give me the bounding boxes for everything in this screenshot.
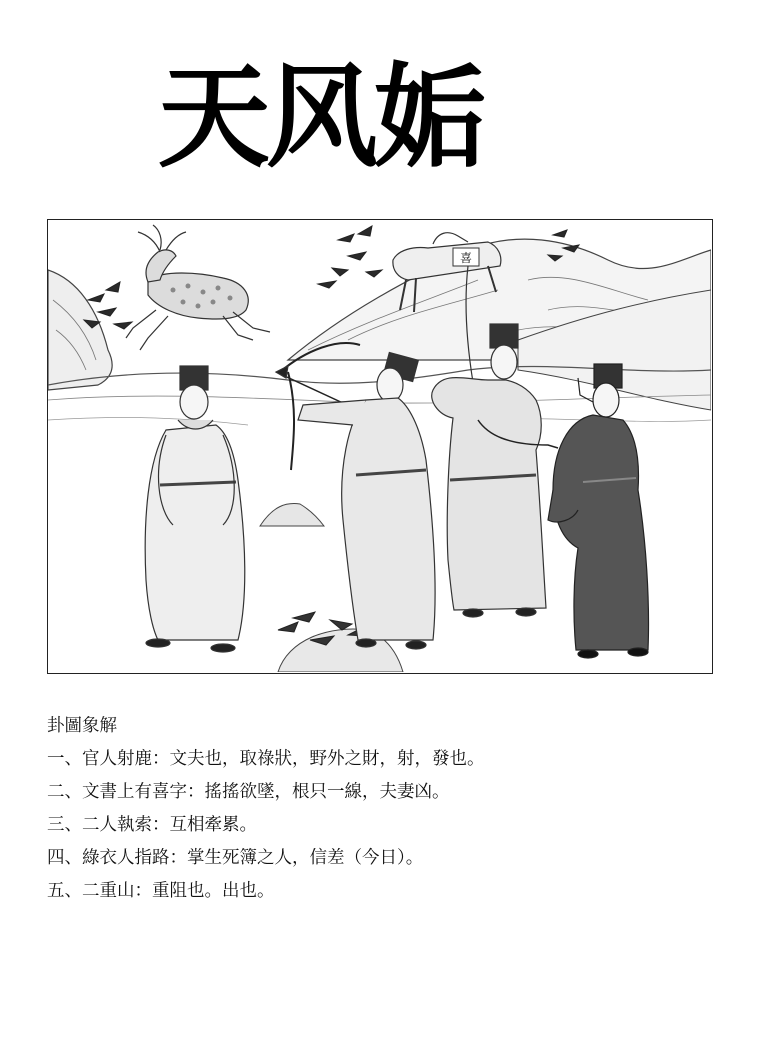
page-title: 天风姤 [158, 53, 482, 183]
illustration-drawing [48, 220, 711, 672]
caption-heading: 卦圖象解 [47, 716, 117, 736]
caption-block [47, 710, 727, 908]
official-left [145, 366, 245, 652]
caption-line: 三、二人執索：互相牽累。 [47, 815, 257, 835]
caption-line: 二、文書上有喜字：搖搖欲墜，根只一線，夫妻凶。 [47, 782, 450, 802]
deer [126, 225, 270, 350]
caption-line: 一、官人射鹿：文夫也，取祿狀，野外之財，射，發也。 [47, 749, 485, 769]
hexagram-illustration [47, 219, 713, 674]
scroll-glyph: 喜 [459, 251, 473, 265]
caption-line: 四、綠衣人指路：掌生死簿之人，信差（今日）。 [47, 848, 424, 868]
archer [276, 343, 435, 649]
green-robed-man [548, 364, 649, 658]
caption-line: 五、二重山：重阻也。出也。 [47, 881, 275, 901]
